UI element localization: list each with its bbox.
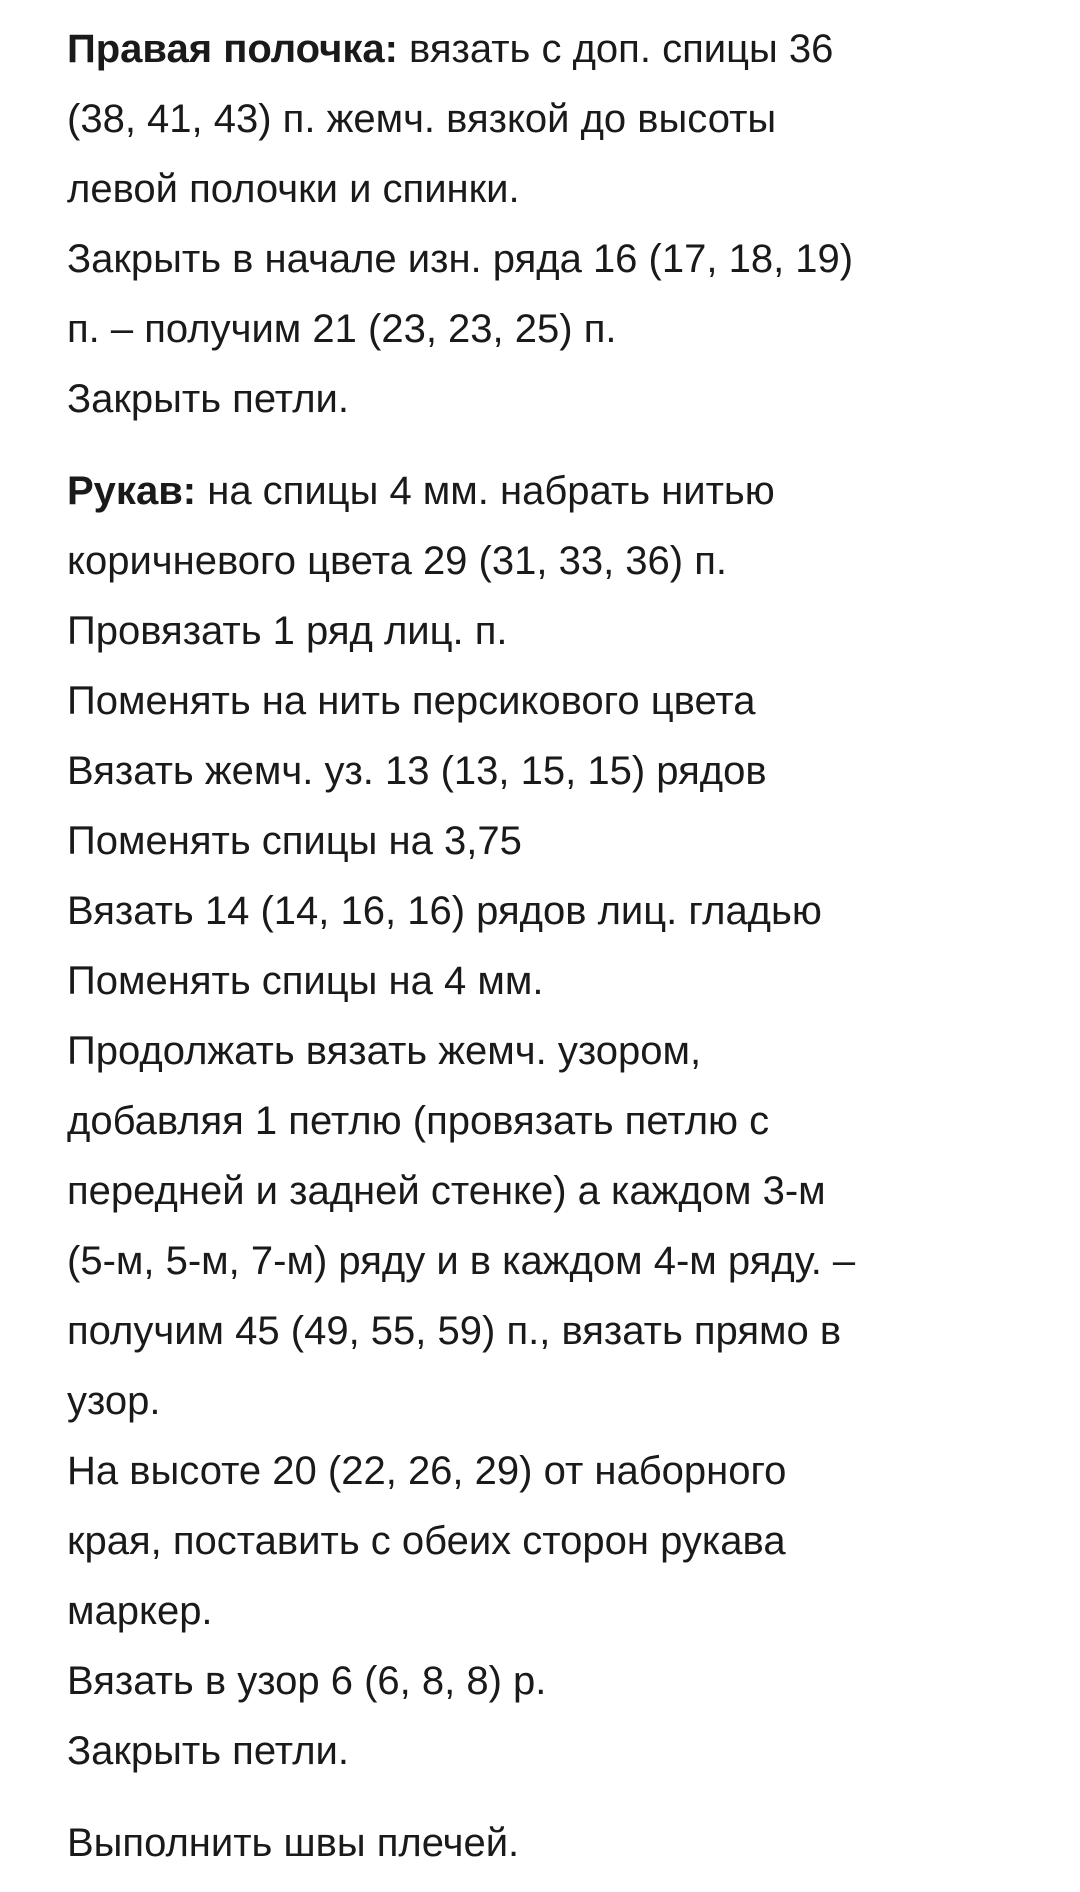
- finishing-section: [67, 1808, 1057, 1878]
- text-line: на спицы 4 мм. набрать нитью: [196, 469, 775, 513]
- text-line: Закрыть в начале изн. ряда 16 (17, 18, 19): [67, 237, 854, 281]
- text-line: Вязать 14 (14, 16, 16) рядов лиц. гладью: [67, 889, 822, 933]
- text-line: добавляя 1 петлю (провязать петлю с: [67, 1099, 770, 1143]
- text-line: Закрыть петли.: [67, 1729, 349, 1773]
- text-line: получим 45 (49, 55, 59) п., вязать прямо в: [67, 1309, 842, 1353]
- text-line: вязать с доп. спицы 36: [397, 27, 834, 71]
- text-line: (38, 41, 43) п. жемч. вязкой до высоты: [67, 97, 777, 141]
- text-line: передней и задней стенке) а каждом 3-м: [67, 1169, 826, 1213]
- text-line: Закрыть петли.: [67, 377, 349, 421]
- sleeve-heading: Рукав:: [67, 469, 197, 513]
- text-line: На высоте 20 (22, 26, 29) от наборного: [67, 1449, 787, 1493]
- text-line: Продолжать вязать жемч. узором,: [67, 1029, 702, 1073]
- right-front-heading: Правая полочка:: [67, 27, 398, 71]
- text-line: маркер.: [67, 1589, 213, 1633]
- text-line: Провязать 1 ряд лиц. п.: [67, 609, 508, 653]
- text-line: Выполнить швы плечей.: [67, 1821, 520, 1865]
- text-line: Поменять на нить персикового цвета: [67, 679, 756, 723]
- text-line: Поменять спицы на 3,75: [67, 819, 522, 863]
- text-line: Поменять спицы на 4 мм.: [67, 959, 544, 1003]
- text-line: коричневого цвета 29 (31, 33, 36) п.: [67, 539, 727, 583]
- text-line: (5-м, 5-м, 7-м) ряду и в каждом 4-м ряду. –: [67, 1239, 856, 1283]
- text-line: края, поставить с обеих сторон рукава: [67, 1519, 786, 1563]
- sleeve-first-line: [67, 456, 1057, 526]
- right-front-section: [67, 14, 1057, 434]
- right-front-first-line: [67, 14, 1057, 84]
- text-line: узор.: [67, 1379, 161, 1423]
- text-line: Вязать жемч. уз. 13 (13, 15, 15) рядов: [67, 749, 767, 793]
- text-line: Вязать в узор 6 (6, 8, 8) р.: [67, 1659, 547, 1703]
- text-line: левой полочки и спинки.: [67, 167, 520, 211]
- document-page: [67, 14, 1057, 1878]
- sleeve-section: [67, 456, 1057, 1786]
- text-line: п. – получим 21 (23, 23, 25) п.: [67, 307, 617, 351]
